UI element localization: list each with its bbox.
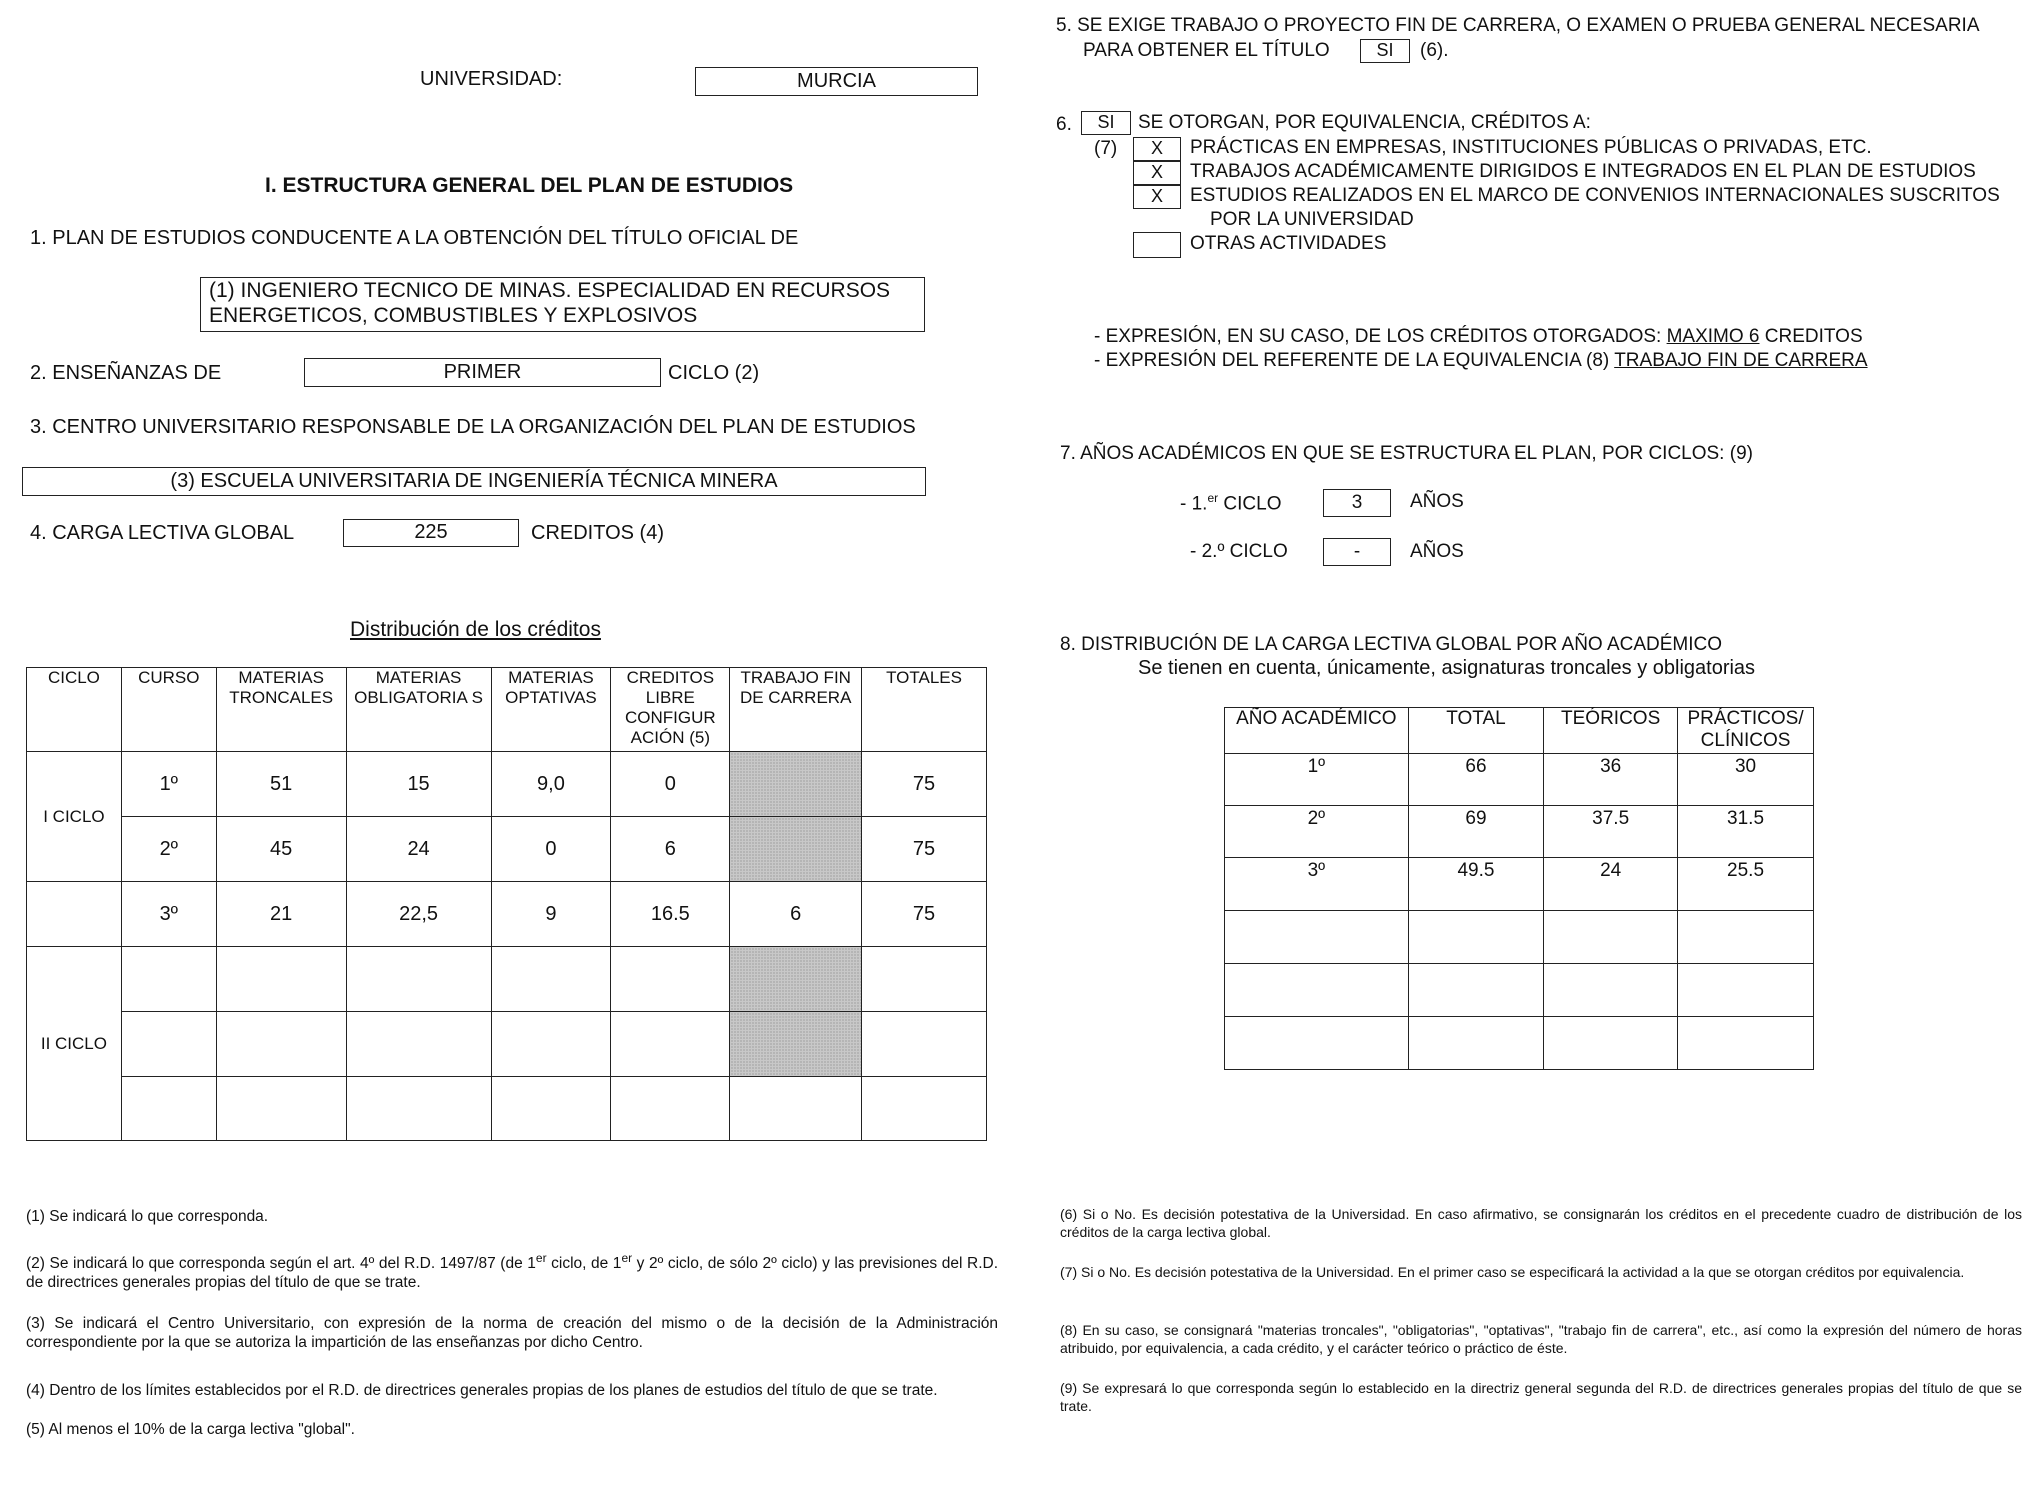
footnote-9: (9) Se expresará lo que corresponda según lo establecido en la directriz general segunda del R.D. de directrices generales propias del título de que se trate. xyxy=(1060,1380,2022,1414)
cell-total: 69 xyxy=(1408,806,1544,858)
header-cell: MATERIAS OBLIGATORIA S xyxy=(346,668,491,752)
cell-curso: 3º xyxy=(121,882,216,947)
item4-label: 4. CARGA LECTIVA GLOBAL xyxy=(30,522,295,544)
empty-cell xyxy=(121,1077,216,1141)
item7-label: 7. AÑOS ACADÉMICOS EN QUE SE ESTRUCTURA EL PLAN, POR CICLOS: (9) xyxy=(1060,443,1753,464)
item4-value: 225 xyxy=(343,519,519,547)
header-cell: CICLO xyxy=(27,668,122,752)
credits-distribution-table xyxy=(26,667,987,1141)
cycle2-years-value: - xyxy=(1323,538,1391,566)
empty-cell xyxy=(491,947,611,1012)
empty-cell xyxy=(346,1012,491,1077)
footnote-2 xyxy=(26,1249,998,1292)
footnote-3: (3) Se indicará el Centro Universitario, con expresión de la norma de creación del mismo o de la decisión de la Administración correspondiente por la que se autoriza la impartición de las enseñanzas por dicho Centro. xyxy=(26,1315,998,1351)
equivalence-value: TRABAJO FIN DE CARRERA xyxy=(1614,350,1868,371)
footnote-2-part: ciclo, de 1 xyxy=(546,1255,622,1273)
cycle1-empty xyxy=(27,882,122,947)
empty-cell xyxy=(1225,1017,1409,1070)
cycle1-label: I CICLO xyxy=(27,752,122,882)
option-checkbox: X xyxy=(1133,137,1181,161)
cycle1-label-part: - 1. xyxy=(1180,493,1208,515)
table-row xyxy=(27,752,987,817)
option-label: TRABAJOS ACADÉMICAMENTE DIRIGIDOS E INTEGRADOS EN EL PLAN DE ESTUDIOS xyxy=(1190,161,1976,182)
header-cell: PRÁCTICOS/ CLÍNICOS xyxy=(1678,708,1814,754)
cell-totales: 75 xyxy=(862,817,987,882)
table-row xyxy=(27,947,987,1012)
credits-value: MAXIMO 6 xyxy=(1666,326,1760,347)
table-row xyxy=(27,1077,987,1141)
footnote-8: (8) En su caso, se consignará "materias troncales", "obligatorias", "optativas", "trabajo fin de carrera", etc., así como la expresión del número de horas atribuido, por equivalencia, a cada crédito, y el carácter teórico o práctico de éste. xyxy=(1060,1322,2022,1356)
footnote-1: (1) Se indicará lo que corresponda. xyxy=(26,1208,269,1225)
section-title: I. ESTRUCTURA GENERAL DEL PLAN DE ESTUDIOS xyxy=(265,174,794,197)
option-label: OTRAS ACTIVIDADES xyxy=(1190,233,1387,254)
empty-cell xyxy=(862,1077,987,1141)
degree-title-line1: (1) INGENIERO TECNICO DE MINAS. ESPECIALIDAD EN RECURSOS xyxy=(209,279,891,302)
header-cell: MATERIAS OPTATIVAS xyxy=(491,668,611,752)
cell-teoricos: 24 xyxy=(1544,858,1678,911)
option-checkbox: X xyxy=(1133,185,1181,209)
option-label: PRÁCTICAS EN EMPRESAS, INSTITUCIONES PÚBLICAS O PRIVADAS, ETC. xyxy=(1190,137,1872,158)
cell-obligatorias: 22,5 xyxy=(346,882,491,947)
item1-label: 1. PLAN DE ESTUDIOS CONDUCENTE A LA OBTENCIÓN DEL TÍTULO OFICIAL DE xyxy=(30,227,799,249)
empty-cell xyxy=(1408,911,1544,964)
footnote-4: (4) Dentro de los límites establecidos por el R.D. de directrices generales propias de los planes de estudios del título de que se trate. xyxy=(26,1382,938,1399)
header-cell: TOTAL xyxy=(1408,708,1544,754)
empty-cell xyxy=(1408,964,1544,1017)
cell-totales: 75 xyxy=(862,882,987,947)
empty-cell xyxy=(1544,964,1678,1017)
footnote-2-part: y 2º ciclo, de sólo 2º ciclo) y las previsiones del R.D. de directrices generales propias del título de que se trate. xyxy=(26,1255,998,1292)
cell-year: 1º xyxy=(1225,754,1409,806)
item8-sublabel: Se tienen en cuenta, únicamente, asignaturas troncales y obligatorias xyxy=(1138,657,1756,679)
cycle2-years-unit: AÑOS xyxy=(1410,541,1464,562)
item4-suffix: CREDITOS (4) xyxy=(531,522,664,544)
university-value: MURCIA xyxy=(695,67,978,96)
academic-year-table xyxy=(1224,707,1814,1070)
item3-label: 3. CENTRO UNIVERSITARIO RESPONSABLE DE LA ORGANIZACIÓN DEL PLAN DE ESTUDIOS xyxy=(30,416,916,438)
empty-cell xyxy=(730,947,862,1012)
empty-cell xyxy=(862,947,987,1012)
equivalence-label: - EXPRESIÓN DEL REFERENTE DE LA EQUIVALENCIA (8) xyxy=(1094,350,1610,371)
item3-value: (3) ESCUELA UNIVERSITARIA DE INGENIERÍA TÉCNICA MINERA xyxy=(22,467,926,496)
empty-cell xyxy=(611,1012,730,1077)
item6-ref: (7) xyxy=(1094,138,1118,159)
header-cell: CREDITOS LIBRE CONFIGUR ACIÓN (5) xyxy=(611,668,730,752)
item5-line2: PARA OBTENER EL TÍTULO xyxy=(1083,40,1330,61)
option-label-cont: POR LA UNIVERSIDAD xyxy=(1210,209,1414,230)
table-row xyxy=(1225,964,1814,1017)
cell-obligatorias: 15 xyxy=(346,752,491,817)
table-row xyxy=(1225,754,1814,806)
empty-cell xyxy=(730,1077,862,1141)
cell-libre: 16.5 xyxy=(611,882,730,947)
empty-cell xyxy=(1544,1017,1678,1070)
item5-line1: 5. SE EXIGE TRABAJO O PROYECTO FIN DE CARRERA, O EXAMEN O PRUEBA GENERAL NECESARIA xyxy=(1056,15,1980,36)
table-row xyxy=(1225,911,1814,964)
empty-cell xyxy=(1678,1017,1814,1070)
cycle2-years-label: - 2.º CICLO xyxy=(1190,541,1288,562)
cell-total: 66 xyxy=(1408,754,1544,806)
empty-cell xyxy=(121,947,216,1012)
empty-cell xyxy=(491,1012,611,1077)
header-cell: TRABAJO FIN DE CARRERA xyxy=(730,668,862,752)
credits-suffix: CREDITOS xyxy=(1764,326,1863,347)
empty-cell xyxy=(1225,964,1409,1017)
empty-cell xyxy=(611,1077,730,1141)
empty-cell xyxy=(121,1012,216,1077)
cell-trabajo xyxy=(730,752,862,817)
empty-cell xyxy=(1678,964,1814,1017)
footnote-2-sup: er xyxy=(621,1251,633,1265)
cycle1-years-value: 3 xyxy=(1323,489,1391,517)
degree-title-box xyxy=(200,277,925,332)
cell-year: 3º xyxy=(1225,858,1409,911)
empty-cell xyxy=(730,1012,862,1077)
header-cell: AÑO ACADÉMICO xyxy=(1225,708,1409,754)
cell-troncales: 21 xyxy=(216,882,346,947)
cell-optativas: 0 xyxy=(491,817,611,882)
empty-cell xyxy=(1225,911,1409,964)
item2-suffix: CICLO (2) xyxy=(668,362,760,384)
item5-suffix: (6). xyxy=(1420,40,1449,61)
option-checkbox xyxy=(1133,232,1181,258)
table-row xyxy=(27,817,987,882)
item2-label: 2. ENSEÑANZAS DE xyxy=(30,362,222,384)
cell-optativas: 9,0 xyxy=(491,752,611,817)
item6-label: SE OTORGAN, POR EQUIVALENCIA, CRÉDITOS A: xyxy=(1138,112,1591,133)
cell-practicos: 30 xyxy=(1678,754,1814,806)
table-row xyxy=(27,1012,987,1077)
cycle1-years-unit: AÑOS xyxy=(1410,491,1464,512)
footnote-5: (5) Al menos el 10% de la carga lectiva "global". xyxy=(26,1421,355,1438)
cell-libre: 0 xyxy=(611,752,730,817)
cycle1-label-part: CICLO xyxy=(1218,493,1282,515)
cell-obligatorias: 24 xyxy=(346,817,491,882)
distribution-title: Distribución de los créditos xyxy=(350,618,601,641)
footnote-2-part: (2) Se indicará lo que corresponda según el art. 4º del R.D. 1497/87 (de 1 xyxy=(26,1255,536,1273)
header-cell: TEÓRICOS xyxy=(1544,708,1678,754)
empty-cell xyxy=(346,947,491,1012)
header-cell: MATERIAS TRONCALES xyxy=(216,668,346,752)
footnote-7: (7) Si o No. Es decisión potestativa de la Universidad. En el primer caso se especificará la actividad a la que se otorgan créditos por equivalencia. xyxy=(1060,1264,1965,1280)
table-row xyxy=(1225,1017,1814,1070)
empty-cell xyxy=(346,1077,491,1141)
empty-cell xyxy=(216,1012,346,1077)
cell-teoricos: 36 xyxy=(1544,754,1678,806)
footnote-2-sup: er xyxy=(535,1251,547,1265)
cell-troncales: 45 xyxy=(216,817,346,882)
empty-cell xyxy=(1408,1017,1544,1070)
table-header-row xyxy=(27,668,987,752)
cell-trabajo xyxy=(730,817,862,882)
table-row xyxy=(1225,806,1814,858)
item2-value: PRIMER xyxy=(304,358,661,387)
option-label: ESTUDIOS REALIZADOS EN EL MARCO DE CONVENIOS INTERNACIONALES SUSCRITOS xyxy=(1190,185,2000,206)
cell-curso: 1º xyxy=(121,752,216,817)
empty-cell xyxy=(216,1077,346,1141)
empty-cell xyxy=(216,947,346,1012)
cell-optativas: 9 xyxy=(491,882,611,947)
cell-totales: 75 xyxy=(862,752,987,817)
cycle1-sup: er xyxy=(1207,491,1219,505)
table-header-row xyxy=(1225,708,1814,754)
degree-title-line2: ENERGETICOS, COMBUSTIBLES Y EXPLOSIVOS xyxy=(209,304,698,327)
footnote-6: (6) Si o No. Es decisión potestativa de la Universidad. En caso afirmativo, se consignarán los créditos en el precedente cuadro de distribución de los créditos de la carga lectiva global. xyxy=(1060,1206,2022,1240)
empty-cell xyxy=(862,1012,987,1077)
header-cell: CURSO xyxy=(121,668,216,752)
cell-teoricos: 37.5 xyxy=(1544,806,1678,858)
cell-practicos: 25.5 xyxy=(1678,858,1814,911)
cycle1-years-label xyxy=(1180,491,1281,515)
cycle2-label: II CICLO xyxy=(27,947,122,1141)
item5-value: SI xyxy=(1360,39,1410,63)
cell-year: 2º xyxy=(1225,806,1409,858)
cell-libre: 6 xyxy=(611,817,730,882)
university-label: UNIVERSIDAD: xyxy=(420,68,563,90)
cell-curso: 2º xyxy=(121,817,216,882)
header-cell: TOTALES xyxy=(862,668,987,752)
empty-cell xyxy=(1678,911,1814,964)
credits-label: - EXPRESIÓN, EN SU CASO, DE LOS CRÉDITOS OTORGADOS: xyxy=(1094,326,1662,347)
empty-cell xyxy=(1544,911,1678,964)
item8-label: 8. DISTRIBUCIÓN DE LA CARGA LECTIVA GLOBAL POR AÑO ACADÉMICO xyxy=(1060,634,1723,655)
table-row xyxy=(1225,858,1814,911)
empty-cell xyxy=(611,947,730,1012)
cell-trabajo: 6 xyxy=(730,882,862,947)
cell-total: 49.5 xyxy=(1408,858,1544,911)
equivalence-expression xyxy=(1094,350,1868,372)
empty-cell xyxy=(491,1077,611,1141)
option-checkbox: X xyxy=(1133,161,1181,185)
credits-expression xyxy=(1094,326,1863,348)
item6-num: 6. xyxy=(1056,114,1072,135)
item6-value: SI xyxy=(1081,111,1131,135)
table-row xyxy=(27,882,987,947)
cell-troncales: 51 xyxy=(216,752,346,817)
cell-practicos: 31.5 xyxy=(1678,806,1814,858)
